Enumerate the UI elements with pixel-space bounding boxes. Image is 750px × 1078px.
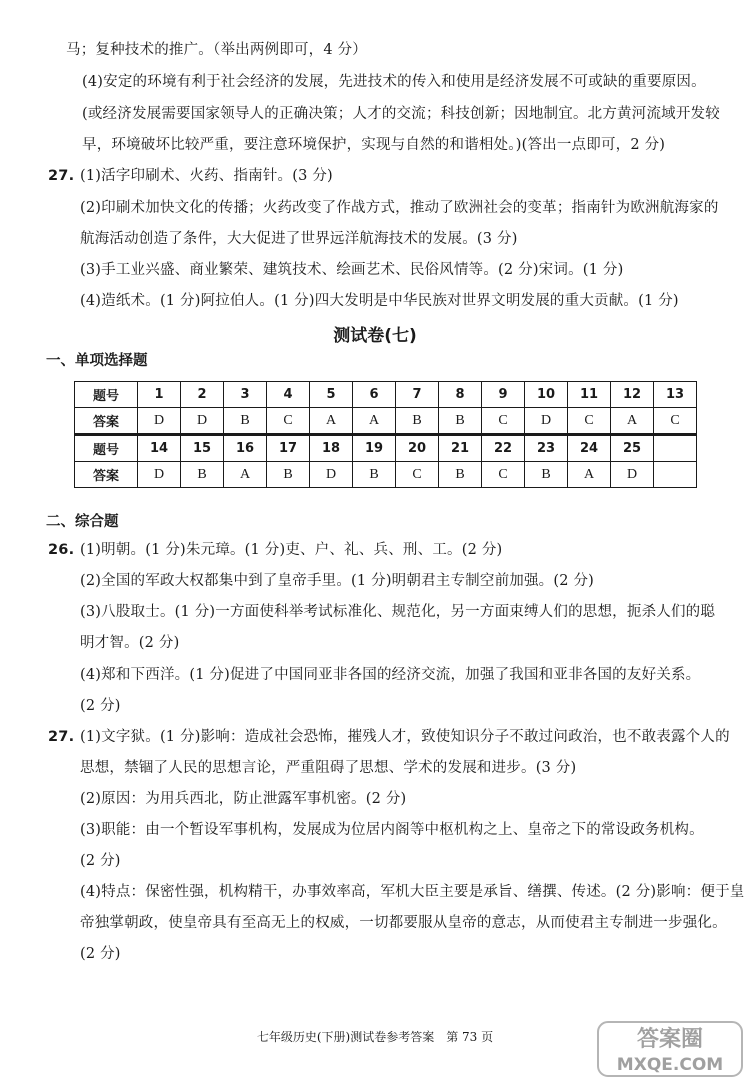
text-line: (2 分) xyxy=(80,946,121,962)
table-cell: B xyxy=(439,408,482,435)
table-cell: C xyxy=(482,462,525,488)
table-cell: 16 xyxy=(224,435,267,462)
table-cell: C xyxy=(267,408,310,435)
table-cell xyxy=(654,462,697,488)
table-cell: A xyxy=(224,462,267,488)
table-cell: 7 xyxy=(396,382,439,408)
table-cell: 10 xyxy=(525,382,568,408)
question-number: 26. xyxy=(48,542,75,558)
table-cell: B xyxy=(267,462,310,488)
text-line: (3)手工业兴盛、商业繁荣、建筑技术、绘画艺术、民俗风情等。(2 分)宋词。(1 分) xyxy=(80,262,624,278)
text-line: (1)明朝。(1 分)朱元璋。(1 分)吏、户、礼、兵、刑、工。(2 分) xyxy=(80,542,503,558)
table-cell: 5 xyxy=(310,382,353,408)
table-cell: B xyxy=(181,462,224,488)
watermark-logo xyxy=(596,1020,744,1078)
text-line: 思想，禁锢了人民的思想言论，严重阻碍了思想、学术的发展和进步。(3 分) xyxy=(80,760,577,776)
table-cell: A xyxy=(353,408,396,435)
text-line: (4)造纸术。(1 分)阿拉伯人。(1 分)四大发明是中华民族对世界文明发展的重大贡献。(1 分) xyxy=(80,293,679,309)
table-cell: D xyxy=(181,408,224,435)
table-cell: 20 xyxy=(396,435,439,462)
table-cell: 12 xyxy=(611,382,654,408)
table-cell: 1 xyxy=(138,382,181,408)
section-heading: 二、综合题 xyxy=(46,514,119,530)
text-line: (1)文字狱。(1 分)影响：造成社会恐怖，摧残人才，致使知识分子不敢过问政治，也不敢表露个人的 xyxy=(80,729,730,745)
table-cell: 25 xyxy=(611,435,654,462)
table-cell: D xyxy=(310,462,353,488)
table-cell: 6 xyxy=(353,382,396,408)
table-cell: B xyxy=(439,462,482,488)
table-cell: A xyxy=(568,462,611,488)
text-line: (或经济发展需要国家领导人的正确决策；人才的交流；科技创新；因地制宜。北方黄河流域开发较 xyxy=(82,106,720,122)
table-cell: C xyxy=(396,462,439,488)
table-cell: 24 xyxy=(568,435,611,462)
text-line: (2 分) xyxy=(80,698,121,714)
table-cell: 14 xyxy=(138,435,181,462)
table-row xyxy=(75,382,697,408)
text-line: 早，环境破坏比较严重，要注意环境保护，实现与自然的和谐相处。)(答出一点即可，2 分) xyxy=(82,137,666,153)
text-line: (1)活字印刷术、火药、指南针。(3 分) xyxy=(80,168,333,184)
table-cell: 21 xyxy=(439,435,482,462)
table-cell: 23 xyxy=(525,435,568,462)
table-cell: D xyxy=(611,462,654,488)
table-cell: 答案 xyxy=(75,462,138,488)
table-cell: 22 xyxy=(482,435,525,462)
table-cell: B xyxy=(396,408,439,435)
page-footer: 七年级历史(下册)测试卷参考答案 第 73 页 xyxy=(256,1030,494,1044)
question-number: 27. xyxy=(48,168,75,184)
table-cell: C xyxy=(482,408,525,435)
table-cell: 13 xyxy=(654,382,697,408)
text-line: 马；复种技术的推广。（举出两例即可，4 分） xyxy=(66,42,367,58)
table-cell: C xyxy=(568,408,611,435)
text-line: (3)八股取士。(1 分)一方面使科举考试标准化、规范化，另一方面束缚人们的思想，扼杀人们的聪 xyxy=(80,604,716,620)
test-title: 测试卷(七) xyxy=(333,326,417,346)
table-cell: 15 xyxy=(181,435,224,462)
table-cell: 18 xyxy=(310,435,353,462)
table-cell: 8 xyxy=(439,382,482,408)
text-line: 航海活动创造了条件，大大促进了世界远洋航海技术的发展。(3 分) xyxy=(80,231,518,247)
table-cell: 4 xyxy=(267,382,310,408)
text-line: (4)安定的环境有利于社会经济的发展，先进技术的传入和使用是经济发展不可或缺的重要原因。 xyxy=(82,74,706,90)
table-cell: 9 xyxy=(482,382,525,408)
text-line: 帝独掌朝政，使皇帝具有至高无上的权威，一切都要服从皇帝的意志，从而使君主专制进一步强化。 xyxy=(80,915,727,931)
text-line: (2)全国的军政大权都集中到了皇帝手里。(1 分)明朝君主专制空前加强。(2 分) xyxy=(80,573,595,589)
table-cell xyxy=(654,435,697,462)
watermark-top-text: 答案圈 xyxy=(636,1027,704,1052)
table-cell: D xyxy=(138,462,181,488)
table-cell: C xyxy=(654,408,697,435)
table-cell: D xyxy=(525,408,568,435)
table-cell: A xyxy=(611,408,654,435)
table-cell: 3 xyxy=(224,382,267,408)
text-line: (3)职能：由一个暂设军事机构，发展成为位居内阁等中枢机构之上、皇帝之下的常设政务机构。 xyxy=(80,822,704,838)
text-line: (4)郑和下西洋。(1 分)促进了中国同亚非各国的经济交流，加强了我国和亚非各国的友好关系。 xyxy=(80,667,701,683)
watermark-bottom-text: MXQE.COM xyxy=(616,1055,724,1075)
table-cell: 题号 xyxy=(75,435,138,462)
question-number: 27. xyxy=(48,729,75,745)
table-cell: B xyxy=(353,462,396,488)
text-line: (4)特点：保密性强，机构精干，办事效率高，军机大臣主要是承旨、缮撰、传述。(2 分)影响：便于皇 xyxy=(80,884,745,900)
table-cell: B xyxy=(525,462,568,488)
section-heading: 一、单项选择题 xyxy=(46,353,148,369)
table-cell: 19 xyxy=(353,435,396,462)
answer-table xyxy=(74,381,697,488)
table-cell: 答案 xyxy=(75,408,138,435)
table-cell: 题号 xyxy=(75,382,138,408)
text-line: (2 分) xyxy=(80,853,121,869)
text-line: 明才智。(2 分) xyxy=(80,635,180,651)
table-cell: 11 xyxy=(568,382,611,408)
table-cell: A xyxy=(310,408,353,435)
table-cell: 17 xyxy=(267,435,310,462)
table-cell: B xyxy=(224,408,267,435)
table-row xyxy=(75,435,697,462)
table-row xyxy=(75,462,697,488)
table-cell: D xyxy=(138,408,181,435)
table-row xyxy=(75,408,697,435)
table-cell: 2 xyxy=(181,382,224,408)
text-line: (2)印刷术加快文化的传播；火药改变了作战方式，推动了欧洲社会的变革；指南针为欧洲航海家的 xyxy=(80,200,719,216)
text-line: (2)原因：为用兵西北，防止泄露军事机密。(2 分) xyxy=(80,791,407,807)
